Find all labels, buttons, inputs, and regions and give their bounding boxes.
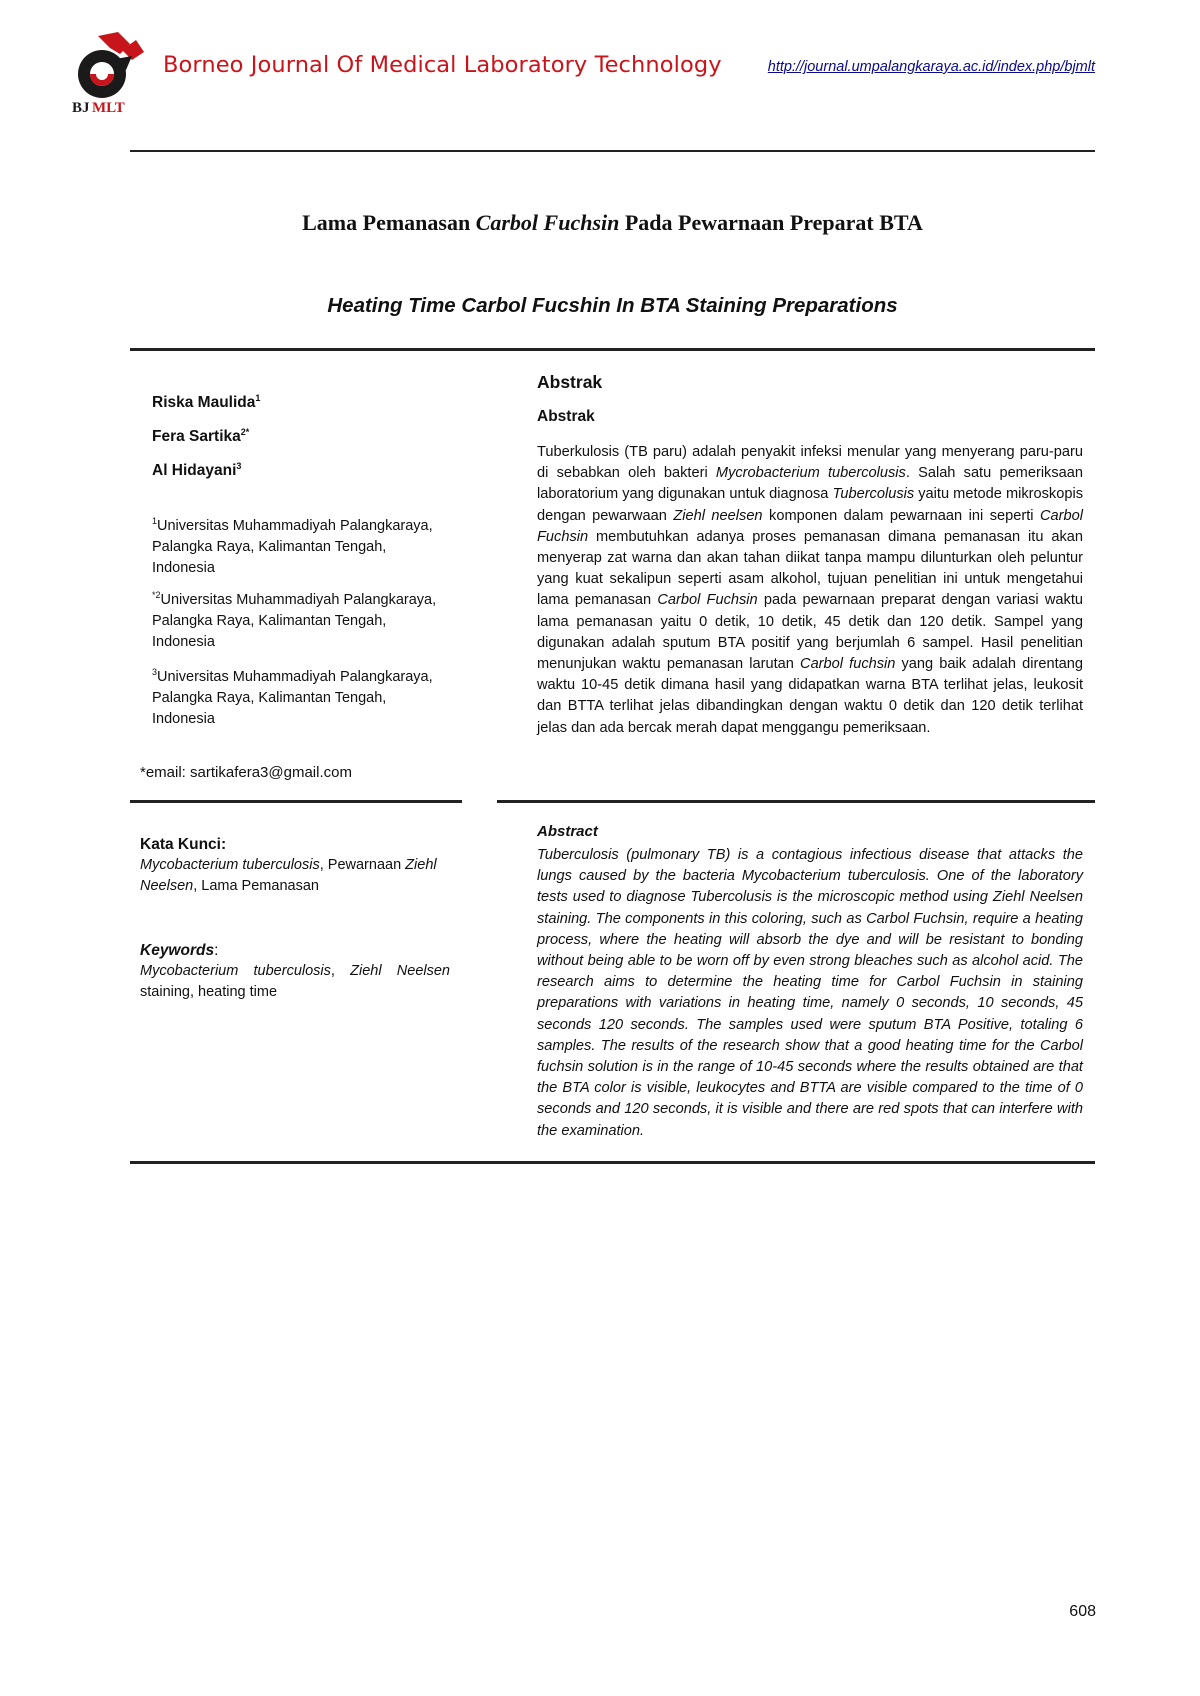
journal-name: Borneo Journal Of Medical Laboratory Technology: [163, 52, 722, 78]
author-1: Riska Maulida$^1$: [152, 392, 261, 411]
left-column-divider: [130, 800, 462, 803]
abstrak-main-heading: Abstrak: [537, 372, 603, 392]
affiliation-1: $^1$Universitas Muhammadiyah Palangkaraya, Palangka Raya, Kalimantan Tengah, Indonesia: [152, 516, 433, 576]
author-3: Al Hidayani$^3$: [152, 460, 242, 479]
kata-kunci-block: [140, 834, 450, 897]
title-divider: [130, 348, 1095, 351]
svg-text:MLT: MLT: [92, 100, 125, 116]
title-indonesian: Lama Pemanasan Carbol Fuchsin Pada Pewarnaan Preparat BTA: [302, 210, 923, 235]
header-divider: [130, 150, 1095, 152]
keywords-heading: Keywords:: [140, 942, 219, 959]
bjmlt-logo-mark: [70, 30, 150, 116]
affiliation-2: $^{*2}$Universitas Muhammadiyah Palangkaraya, Palangka Raya, Kalimantan Tengah, Indonesia: [152, 590, 437, 650]
abstrak-sub-heading: Abstrak: [537, 408, 595, 425]
abstrak-body: Tuberkulosis (TB paru) adalah penyakit infeksi menular yang menyerang paru-paru di sebabkan oleh bakteri Mycrobacterium tubercolusis. Salah satu pemeriksaan laboratorium yang digunakan untuk diagnosa Tubercolusis yaitu metode mikroskopis dengan pewarwaan Ziehl neelsen komponen dalam pewarnaan ini seperti Carbol Fuchsin membutuhkan adanya proses pemanasan dimana pemanasan itu akan menyerap zat warna dan akan tahan diikat tanpa mampu dilunturkan oleh peluntur yang kuat sekalipun seperti asam alkohol, tujuan penelitian ini untuk mengetahui lama pemanasan Carbol Fuchsin pada pewarnaan preparat dengan variasi waktu lama pemanasan yaitu 0 detik, 10 detik, 45 detik dan 120 detik. Sampel yang digunakan adalah sputum BTA positif yang berjumlah 6 sampel. Hasil penelitian menunjukan waktu pemanasan larutan Carbol fuchsin yang baik adalah direntang waktu 10-45 detik dimana hasil yang didapatkan warna BTA terlihat jelas, leukosit dan BTTA terlihat jelas dibandingkan dengan waktu 0 detik dan 120 detik terlihat jelas dan ada bercak merah dapat menggangu pemeriksaan.: [537, 444, 1083, 736]
journal-logo: [70, 30, 150, 116]
abstract-bottom-divider: [130, 1161, 1095, 1164]
abstract-heading: Abstract: [537, 823, 598, 840]
journal-url-link[interactable]: http://journal.umpalangkaraya.ac.id/index.php/bjmlt: [767, 59, 1095, 75]
kata-kunci-heading: Kata Kunci:: [140, 836, 227, 853]
title-english: Heating Time Carbol Fucshin In BTA Staining Preparations: [327, 294, 898, 317]
keywords-list: Mycobacterium tuberculosis, Ziehl Neelsen staining, heating time: [140, 963, 450, 1000]
affiliation-3: $^3$Universitas Muhammadiyah Palangkaraya, Palangka Raya, Kalimantan Tengah, Indonesia: [152, 667, 433, 727]
kata-kunci-list: Mycobacterium tuberculosis, Pewarnaan Ziehl Neelsen, Lama Pemanasan: [140, 857, 437, 894]
page-number: 608: [1069, 1603, 1096, 1620]
abstrak-divider: [497, 800, 1095, 803]
keywords-block: [140, 940, 450, 1003]
svg-text:BJ: BJ: [72, 100, 90, 116]
abstract-body: Tuberculosis (pulmonary TB) is a contagious infectious disease that attacks the lungs caused by the bacteria Mycobacterium tuberculosis. One of the laboratory tests used to diagnose Tubercolusis is the microscopic method using Ziehl Neelsen staining. The components in this coloring, such as Carbol Fuchsin, require a heating process, where the heating will absorb the dye and will be resistant to bonding without being able to be worn off by even strong bleaches such as alcohol acid. The research aims to determine the heating time for Carbol Fuchsin in staining preparations with variations in heating time, namely 0 seconds, 10 seconds, 45 seconds 120 seconds. The samples used were sputum BTA Positive, totaling 6 samples. The results of the research show that a good heating time for the Carbol fuchsin solution is in the range of 10-45 seconds where the results obtained are that the BTA color is visible, leukocytes and BTTA are visible compared to the time of 0 seconds and 120 seconds, it is visible and there are red spots that can interfere with the examination.: [537, 847, 1083, 1139]
corresponding-email: *email: sartikafera3@gmail.com: [140, 764, 352, 781]
author-2: Fera Sartika$^{2*}$: [152, 426, 250, 445]
